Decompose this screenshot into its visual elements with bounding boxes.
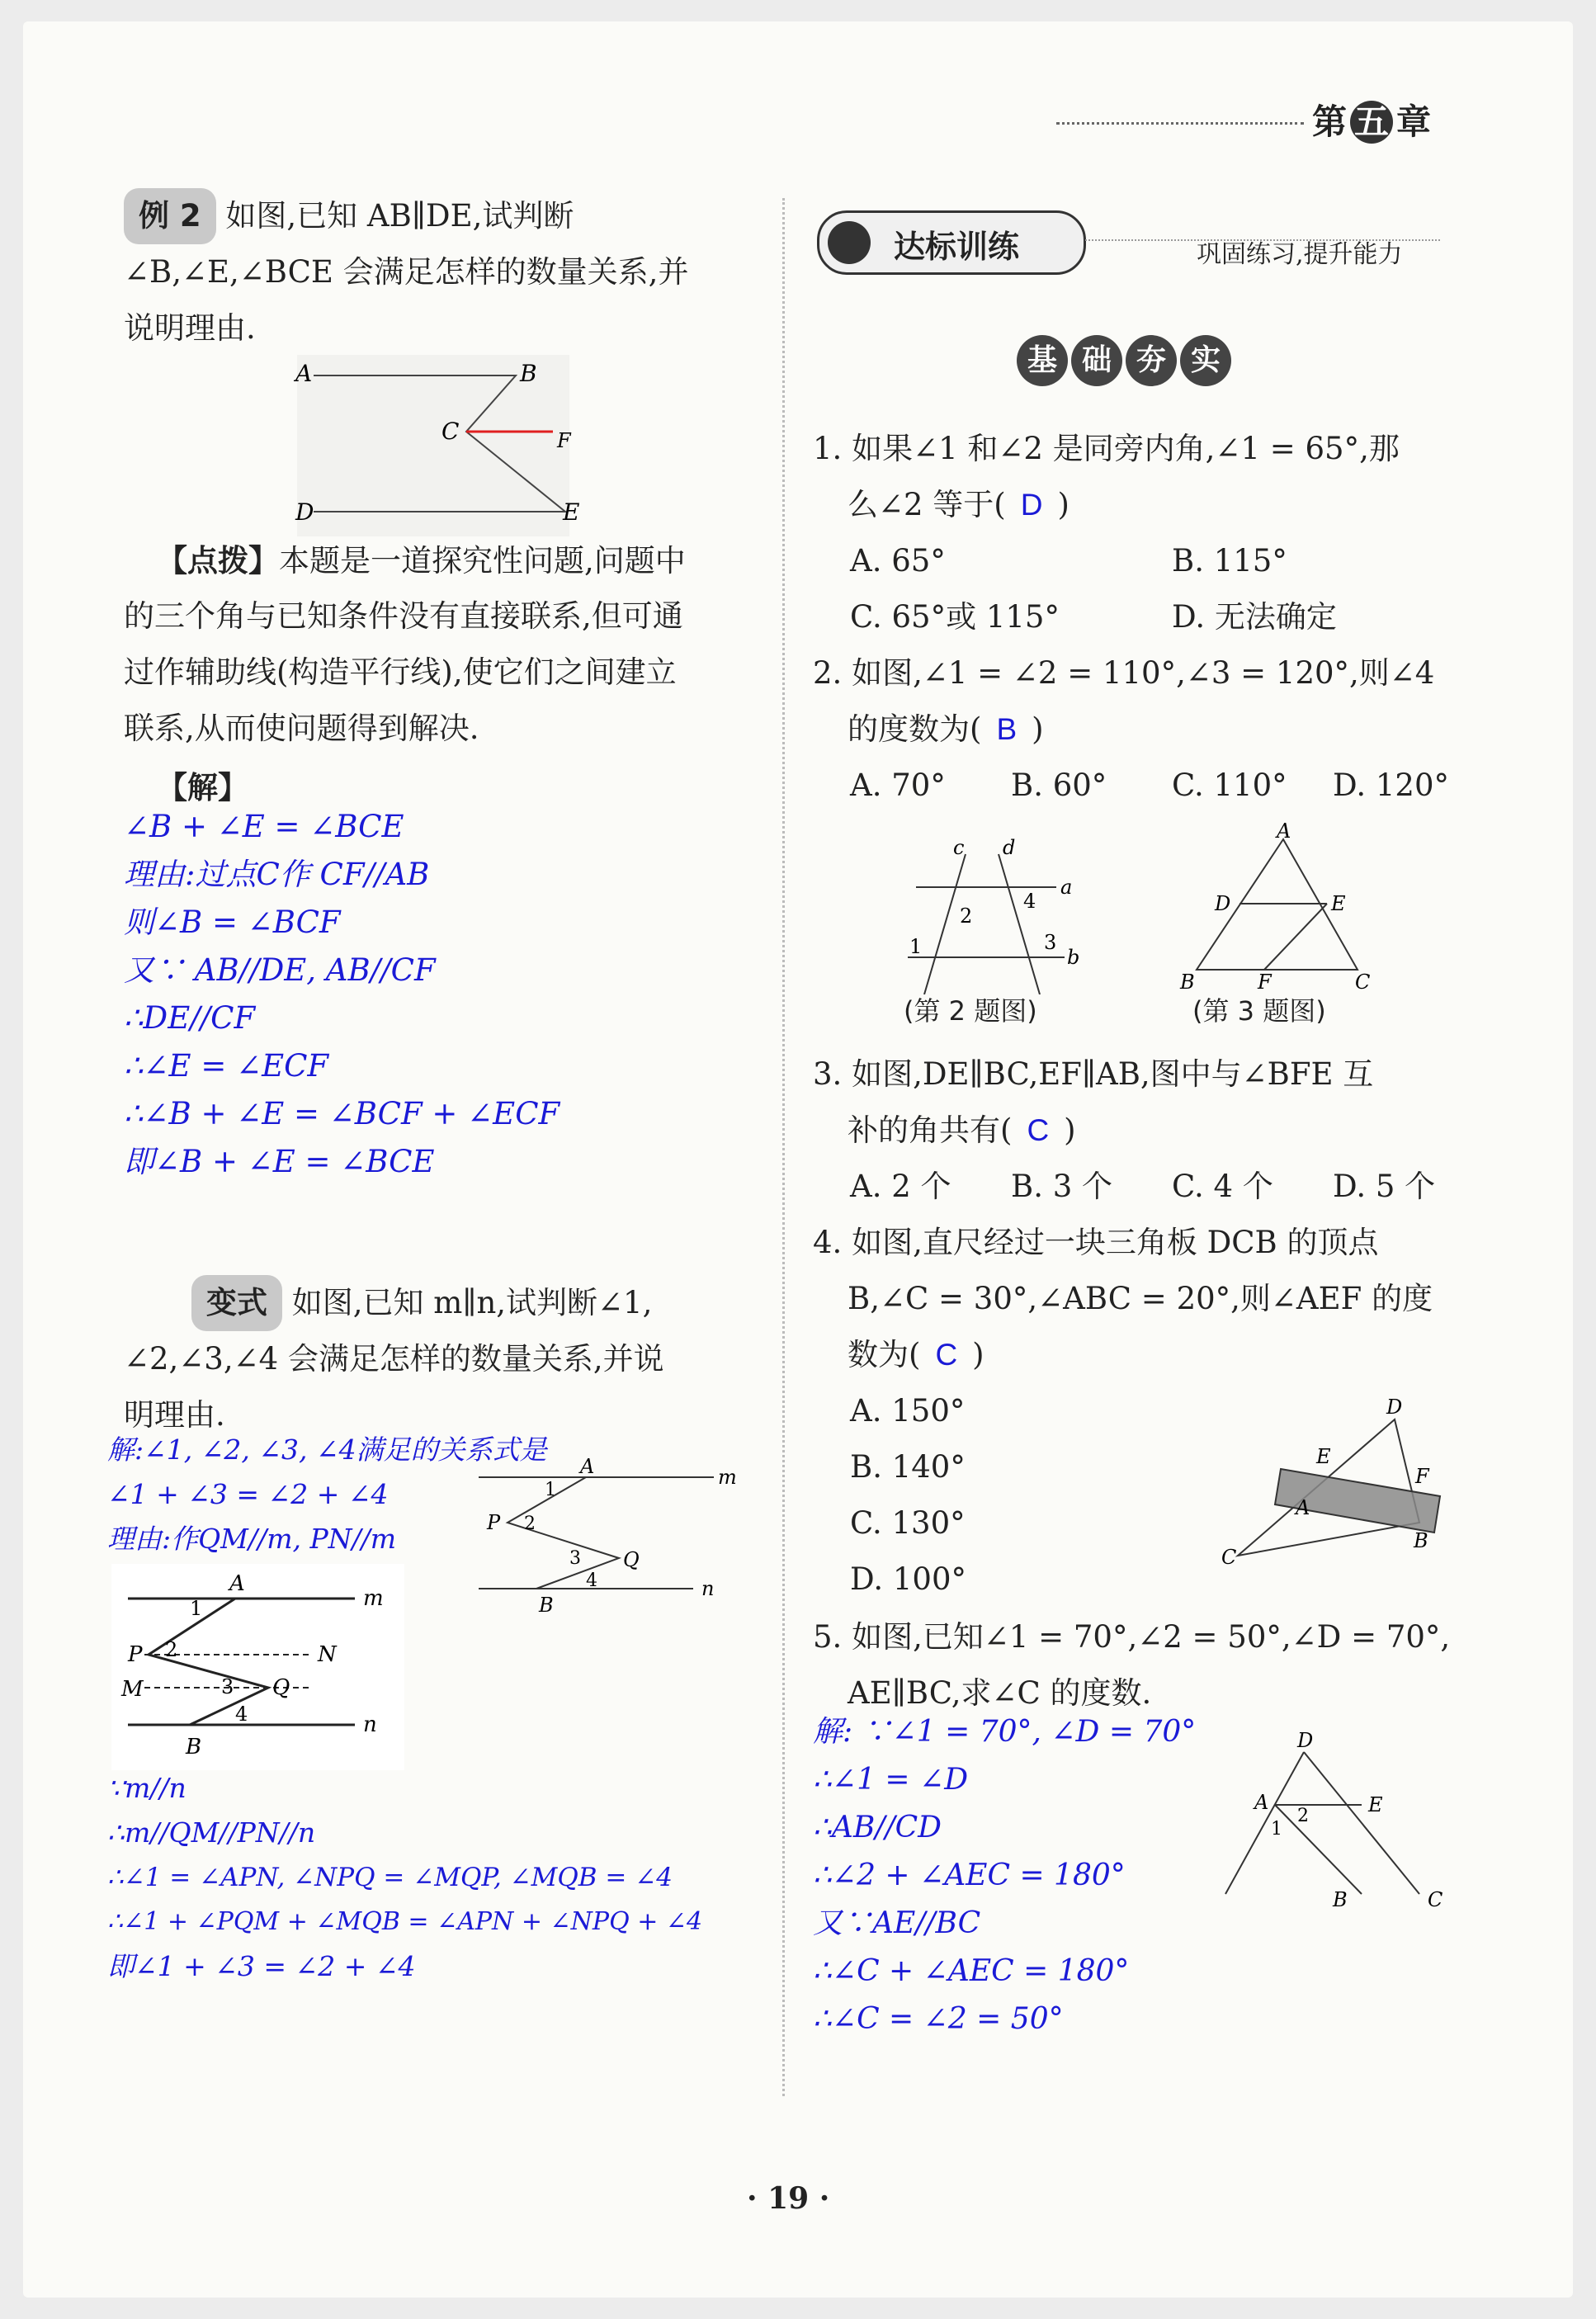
hint-line-3: 过作辅助线(构造平行线),使它们之间建立 [124, 654, 677, 690]
q5-solution-line: ∴AB//CD [813, 1811, 942, 1844]
q4-option: A. 150° [850, 1393, 966, 1429]
svg-text:n: n [363, 1712, 377, 1737]
svg-text:2: 2 [1297, 1806, 1309, 1826]
q2-option: A. 70° [850, 767, 946, 803]
variant-tag: 变式 [191, 1275, 282, 1331]
q2-option: C. 110° [1172, 767, 1287, 803]
svg-text:F: F [1415, 1465, 1429, 1488]
q3-caption: (第 3 题图) [1192, 995, 1326, 1027]
svg-text:d: d [1003, 836, 1016, 859]
q2-line-1: 2. 如图,∠1 = ∠2 = 110°,∠3 = 120°,则∠4 [813, 655, 1435, 691]
q1-option: B. 115° [1172, 543, 1287, 579]
svg-text:m: m [363, 1586, 384, 1611]
solution-line: ∠B + ∠E = ∠BCE [124, 809, 404, 844]
svg-text:1: 1 [190, 1597, 203, 1620]
example-line-1: 例 2 如图,已知 AB∥DE,试判断 [124, 188, 574, 244]
q4-option: D. 100° [850, 1561, 966, 1597]
variant-line-2: ∠2,∠3,∠4 会满足怎样的数量关系,并说 [124, 1341, 664, 1377]
q5-solution-line: 解: ∵∠1 = 70°, ∠D = 70° [813, 1715, 1197, 1749]
solution-line: 则∠B = ∠BCF [124, 904, 341, 940]
var-label-P: P [487, 1511, 501, 1534]
svg-text:P: P [128, 1642, 143, 1667]
q4-line-1: 4. 如图,直尺经过一块三角板 DCB 的顶点 [813, 1225, 1379, 1260]
variant-line-1: 变式 如图,已知 m∥n,试判断∠1, [191, 1275, 652, 1331]
label-B: B [520, 360, 537, 387]
hint-line-4: 联系,从而使问题得到解决. [124, 711, 479, 746]
q4-line-3: 数为( C ) [848, 1337, 985, 1372]
q1-line-1: 1. 如果∠1 和∠2 是同旁内角,∠1 = 65°,那 [813, 431, 1400, 466]
variant-solution-line: ∵m//n [107, 1772, 187, 1804]
svg-text:A: A [229, 1571, 245, 1596]
q2-option: B. 60° [1011, 767, 1107, 803]
svg-text:2: 2 [165, 1638, 178, 1661]
svg-text:A: A [1277, 821, 1291, 843]
label-A: A [295, 360, 313, 387]
variant-solution-line: 理由:作QM//m, PN//m [107, 1523, 397, 1555]
q4-option: B. 140° [850, 1449, 966, 1485]
solution-line: ∴∠E = ∠ECF [124, 1048, 329, 1084]
svg-text:2: 2 [960, 904, 973, 928]
svg-text:C: C [1221, 1546, 1237, 1569]
example-line-2: ∠B,∠E,∠BCE 会满足怎样的数量关系,并 [124, 254, 689, 290]
svg-text:B: B [1333, 1888, 1348, 1911]
solution-line: ∴DE//CF [124, 1000, 256, 1036]
q5-solution-line: ∴∠C + ∠AEC = 180° [813, 1954, 1130, 1988]
hint-tag: 【点拨】 [157, 542, 279, 579]
solution-line: ∴∠B + ∠E = ∠BCF + ∠ECF [124, 1096, 560, 1131]
example2-figure [281, 347, 594, 545]
svg-text:E: E [1331, 892, 1346, 915]
var-label-m: m [718, 1466, 737, 1489]
banner [817, 210, 1086, 275]
svg-text:3: 3 [1044, 931, 1057, 954]
svg-text:D: D [1297, 1729, 1314, 1752]
hint-line-2: 的三个角与已知条件没有直接联系,但可通 [124, 598, 683, 634]
svg-text:C: C [1428, 1888, 1443, 1911]
svg-text:E: E [1368, 1793, 1383, 1816]
svg-text:B: B [1180, 971, 1195, 994]
svg-text:B: B [186, 1735, 202, 1759]
q3-answer: C [1027, 1113, 1050, 1147]
label-D: D [295, 498, 314, 526]
variant-solution-line: 解:∠1, ∠2, ∠3, ∠4满足的关系式是 [107, 1433, 547, 1466]
svg-text:1: 1 [545, 1480, 556, 1500]
page-number: · 19 · [747, 2181, 830, 2216]
chapter-prefix: 第 [1312, 102, 1348, 142]
banner-title: 达标训练 [894, 229, 1020, 265]
q3-line-2: 补的角共有( C ) [848, 1112, 1076, 1148]
section-title: 基 础 夯 实 [1015, 335, 1233, 386]
q3-option: B. 3 个 [1011, 1169, 1113, 1204]
q1-option: A. 65° [850, 543, 946, 579]
q1-answer: D [1020, 488, 1043, 522]
svg-text:D: D [1215, 892, 1231, 915]
q5-solution-line: ∴∠2 + ∠AEC = 180° [813, 1859, 1126, 1892]
q2-figure [891, 829, 1098, 994]
q5-solution-line: ∴∠1 = ∠D [813, 1763, 969, 1797]
svg-text:4: 4 [235, 1703, 248, 1726]
solution-line: 理由:过点C作 CF//AB [124, 857, 430, 892]
label-F: F [557, 429, 571, 452]
banner-icon [828, 221, 871, 264]
var-label-B: B [539, 1594, 554, 1617]
svg-text:4: 4 [1023, 890, 1036, 913]
variant-aux-figure [111, 1564, 404, 1770]
q5-line-1: 5. 如图,已知∠1 = 70°,∠2 = 50°,∠D = 70°, [813, 1619, 1451, 1655]
q1-option: C. 65°或 115° [850, 599, 1060, 635]
svg-text:B: B [1414, 1529, 1428, 1552]
banner-subtitle: 巩固练习,提升能力 [1197, 240, 1403, 269]
q3-option: C. 4 个 [1172, 1169, 1273, 1204]
svg-text:3: 3 [569, 1548, 581, 1569]
svg-text:A: A [1254, 1791, 1269, 1814]
column-divider [782, 198, 785, 2096]
q3-option: A. 2 个 [850, 1169, 951, 1204]
variant-line-3: 明理由. [124, 1397, 225, 1433]
svg-text:1: 1 [909, 935, 923, 958]
svg-text:E: E [1316, 1445, 1331, 1468]
q5-line-2: AE∥BC,求∠C 的度数. [848, 1675, 1152, 1711]
q4-line-2: B,∠C = 30°,∠ABC = 20°,则∠AEF 的度 [848, 1281, 1433, 1316]
q5-figure [1221, 1729, 1452, 1919]
q2-answer: B [996, 712, 1018, 746]
variant-solution-line: ∴∠1 + ∠PQM + ∠MQB = ∠APN + ∠NPQ + ∠4 [107, 1907, 703, 1936]
svg-text:M: M [121, 1677, 144, 1702]
q5-solution-line: ∴∠C = ∠2 = 50° [813, 2002, 1064, 2036]
q4-answer: C [935, 1338, 958, 1372]
svg-text:a: a [1060, 876, 1073, 899]
example-tag: 例 2 [124, 188, 216, 244]
variant-solution-line: ∠1 + ∠3 = ∠2 + ∠4 [107, 1478, 389, 1510]
label-E: E [563, 498, 580, 526]
hint-line-1: 【点拨】本题是一道探究性问题,问题中 [157, 542, 686, 579]
variant-solution-line: 即∠1 + ∠3 = ∠2 + ∠4 [107, 1950, 416, 1982]
q1-line-2: 么∠2 等于( D ) [848, 487, 1070, 522]
q2-caption: (第 2 题图) [904, 995, 1037, 1027]
chapter-suffix: 章 [1396, 102, 1432, 142]
svg-text:D: D [1386, 1396, 1403, 1419]
variant-solution-line: ∴∠1 = ∠APN, ∠NPQ = ∠MQP, ∠MQB = ∠4 [107, 1863, 673, 1892]
svg-text:Q: Q [272, 1675, 290, 1700]
svg-text:C: C [1355, 971, 1371, 994]
svg-text:3: 3 [221, 1675, 234, 1698]
q1-option: D. 无法确定 [1172, 599, 1337, 635]
svg-text:N: N [318, 1642, 337, 1667]
svg-text:A: A [1296, 1496, 1310, 1519]
q2-option: D. 120° [1333, 767, 1449, 803]
var-label-A: A [580, 1455, 595, 1478]
q3-figure [1172, 821, 1386, 994]
q4-option: C. 130° [850, 1505, 966, 1541]
solution-line: 又∵ AB//DE, AB//CF [124, 952, 436, 988]
svg-text:2: 2 [524, 1514, 536, 1534]
q4-figure [1221, 1391, 1461, 1572]
svg-text:b: b [1067, 946, 1080, 969]
label-C: C [441, 418, 460, 445]
q5-solution-line: 又∵AE//BC [813, 1906, 981, 1940]
svg-text:c: c [953, 836, 965, 859]
variant-figure [466, 1436, 747, 1626]
solution-line: 即∠B + ∠E = ∠BCE [124, 1144, 435, 1179]
svg-text:1: 1 [1271, 1819, 1282, 1840]
header-rule [1056, 122, 1304, 125]
svg-text:4: 4 [586, 1570, 597, 1591]
svg-text:F: F [1258, 971, 1272, 994]
var-label-n: n [701, 1577, 715, 1600]
q3-line-1: 3. 如图,DE∥BC,EF∥AB,图中与∠BFE 互 [813, 1056, 1374, 1092]
q2-line-2: 的度数为( B ) [848, 711, 1044, 747]
solution-tag: 【解】 [157, 769, 248, 805]
chapter-number: 五 [1350, 101, 1393, 144]
var-label-Q: Q [623, 1548, 640, 1571]
example-line-3: 说明理由. [124, 310, 256, 346]
q3-option: D. 5 个 [1333, 1169, 1436, 1204]
variant-solution-line: ∴m//QM//PN//n [107, 1816, 316, 1849]
chapter-header [1312, 95, 1431, 144]
